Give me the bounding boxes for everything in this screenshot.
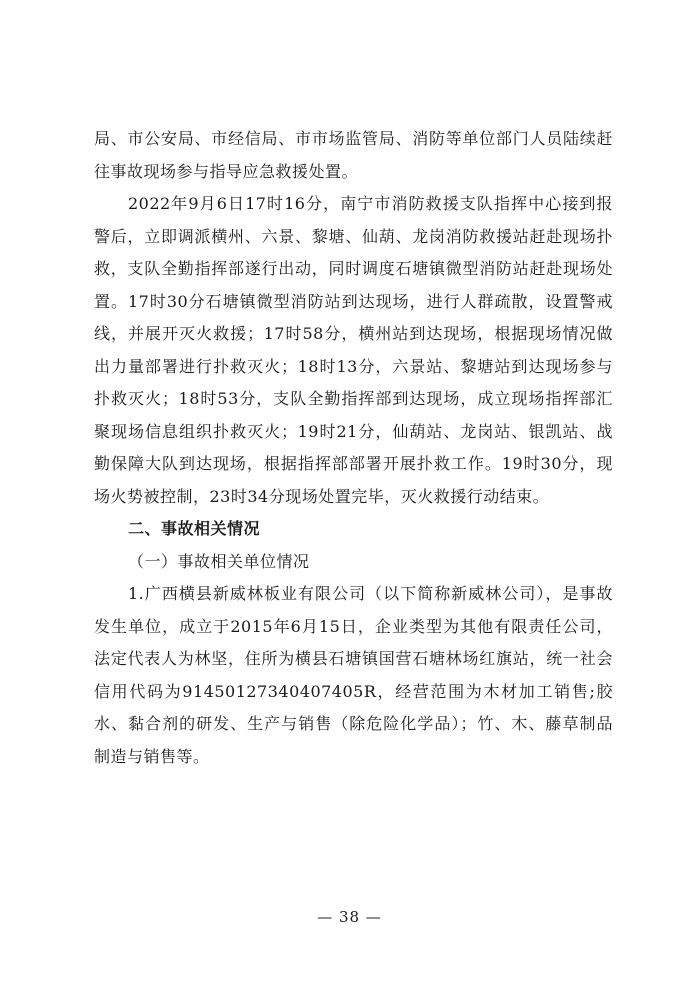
paragraph-continuation: 局、市公安局、市经信局、市市场监管局、消防等单位部门人员陆续赶往事故现场参与指导应急救援处置。 xyxy=(94,129,613,181)
subsection-heading: （一）事故相关单位情况 xyxy=(128,551,310,571)
page-number: — 38 — xyxy=(317,908,382,926)
paragraph-company-info: 1.广西横县新威林板业有限公司（以下简称新威林公司），是事故发生单位，成立于2015年6月15日，企业类型为其他有限责任公司，法定代表人为林坚，住所为横县石塘镇国营石塘林场红旗站，统一社会信用代码为91450127340407405R，经营范围为木材加工销售;胶水、黏合剂的研发、生产与销售（除危险化学品）；竹、木、藤草制品制造与销售等。 xyxy=(94,584,613,766)
section-heading: 二、事故相关情况 xyxy=(128,519,261,538)
paragraph-rescue-timeline: 2022年9月6日17时16分，南宁市消防救援支队指挥中心接到报警后，立即调派横州、六景、黎塘、仙葫、龙岗消防救援站赶赴现场扑救，支队全勤指挥部遂行出动，同时调度石塘镇微型消防站赶赴现场处置。17时30分石塘镇微型消防站到达现场，进行人群疏散，设置警戒线，并展开灭火救援；17时58分，横州站到达现场，根据现场情况做出力量部署进行扑救灭火；18时13分，六景站、黎塘站到达现场参与扑救灭火；18时53分，支队全勤指挥部到达现场，成立现场指挥部汇聚现场信息组织扑救灭火；19时21分，仙葫站、龙岗站、银凯站、战勤保障大队到达现场，根据指挥部部署开展扑救工作。19时30分，现场火势被控制，23时34分现场处置完毕，灭火救援行动结束。 xyxy=(94,194,613,506)
body-text xyxy=(94,123,613,773)
